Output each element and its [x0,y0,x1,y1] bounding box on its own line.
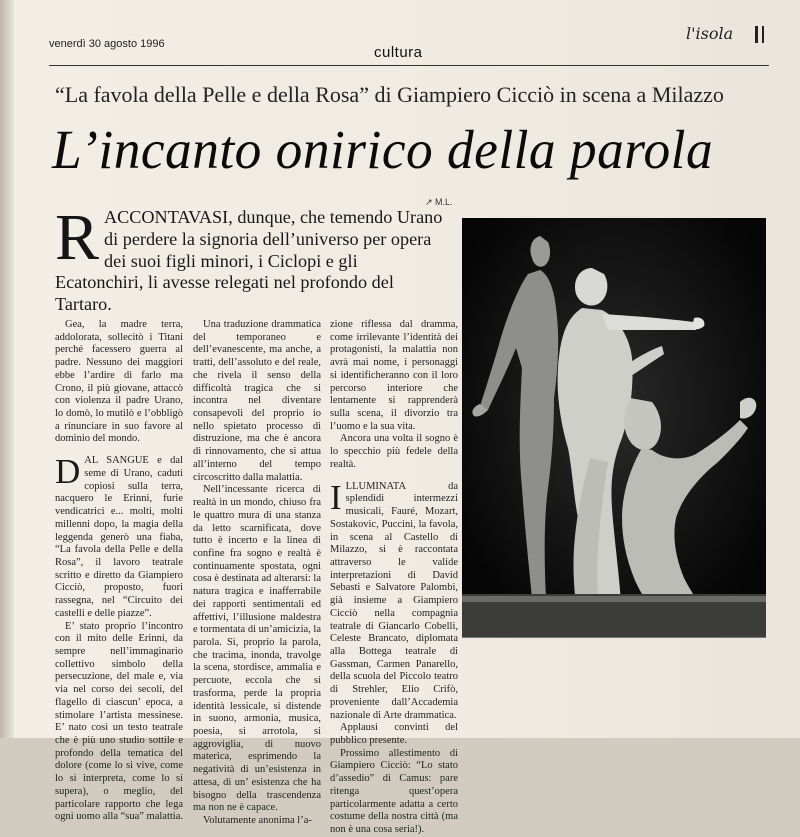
paragraph: zione riflessa dal dramma, come irrilevante l’identità dei protagonisti, la malattia non avrà mai nome, i personaggi si identificheranno con il loro percorso interiore che lentamente si rapprenderà sulla scena, il divorzio tra l’uomo e la sua vita. [330,319,458,432]
article-kicker: “La favola della Pelle e della Rosa” di Giampiero Cicciò in scena a Milazzo [55,82,724,107]
section-title: cultura [374,44,423,61]
article-headline: L’incanto onirico della parola [52,119,714,180]
column-1 [55,319,183,824]
lead-text: ACCONTAVASI, dunque, che temendo Urano di perdere la signoria dell’universo per opera dei suoi figli minori, i Ciclopi e gli Ecatonchiri, li avesse relegati nel profondo del Tartaro. [55,207,443,315]
issue-date: venerdì 30 agosto 1996 [49,38,165,50]
stage-photo-figures [462,218,766,638]
lead-dropcap: R [55,201,100,274]
paragraph-text: AL SANGUE e dal seme di Urano, caduti copiosi sulla terra, nacquero le Erinni, furie vendicatrici e... molti, molti millenni dopo, la magia della leggenda generò una fiaba, “La favola della Pelle e della Rosa”, il lavoro teatrale scritto e diretto da Giampiero Cicciò, proposto, fuori rassegna, nel “Circuito dei castelli e delle piazze”. [55,455,183,619]
paragraph: Ancora una volta il sogno è lo specchio più fedele della realtà. [330,433,458,470]
byline-author: M.L. [435,197,453,207]
newspaper-logo: l'isola [686,24,734,43]
logo-mark-icon [755,26,764,43]
paragraph: Nell’incessante ricerca di realtà in un mondo, chiuso fra le quattro mura di una stanza da letto scarnificata, dove tutto è incerto e la linea di confine fra sogno e realtà è continuamente spostata, ogni cosa è destinata ad alterarsi: la natura tragica e inafferrabile dei rapporti sentimentali ed affettivi, l’illusione maldestra e tormentata di un’amicizia, la parola. Sì, proprio la parola, che tracima, inonda, travolge la scena, stordisce, ammalia e percuote, eccola che si trasforma, perde la propria identità lessicale, si distende in suono, armonia, musica, poesia, si arrotola, si aggroviglia, di nuovo materica, esprimendo la negatività di un’esistenza in attesa, di un’ esistenza che ha bisogno della trascendenza ma non ne è capace. [193,484,321,814]
column-3 [330,319,458,837]
photo-rule [462,637,766,638]
byline-arrow-icon: ↗ [425,197,436,207]
stage-photo [462,218,766,638]
paragraph: Applausi convinti del pubblico presente. [330,722,458,746]
paragraph [330,477,458,723]
dropcap: D [55,452,81,492]
dropcap: I [330,477,342,517]
paragraph-text: LLUMINATA da splendidi intermezzi musicali, Fauré, Mozart, Sostakovic, Puccini, la favola, in scena al Castello di Milazzo, si è raccontata attraverso le valide interpretazioni di David Sebasti e Salvatore Palombi, già insieme a Giampiero Cicciò nella compagnia teatrale di Giancarlo Cobelli, Celeste Brancato, diplomata alla Bottega teatrale di Gassman, Carmen Panarello, della scuola del Piccolo teatro di Strehler, Elio Crifò, proveniente dall’Accademia nazionale di Arte drammatica. [330,480,458,721]
paragraph: Volutamente anonima l’a- [203,815,312,827]
header-rule [49,65,769,66]
paragraph [55,452,183,620]
article-lead [55,201,447,316]
paragraph: Una traduzione drammatica del temporaneo e dell’evanescente, ma anche, a tratti, dell’assoluto e del reale, che rivela il senso della difficoltà tragica che si incontra nel diventare consapevoli del proprio io nello spietato processo di distruzione, ma che è ancora di rinnovamento, che si attua all’interno del tempo circoscritto dalla malattia. [193,319,321,483]
paragraph: Gea, la madre terra, addolorata, sollecitò i Titani perché facessero guerra al padre. Nessuno dei maggiori ebbe l’ardire di farlo ma Crono, il più giovane, attaccò con violenza il padre Urano, lo domò, lo mutilò e l’obbligò a rinunciare in suo favore al dominio del mondo. [55,319,183,445]
paragraph: Prossimo allestimento di Giampiero Cicciò: “Lo stato d’assedio” di Camus: pare ritenga quest’opera particolarmente adatta a certo costume della nostra città (ma non è una cosa seria!). [330,747,458,836]
page-edge-shadow [0,0,14,738]
column-2 [193,319,321,828]
paragraph: E’ stato proprio l’incontro con il mito delle Erinni, da sempre nell’immaginario collettivo simbolo della persecuzione, del male e, via via nel corso dei secoli, del flagello di ciascun’ epoca, a stimolare l’artista messinese. E’ nato così un testo teatrale che è più uno studio sottile e profondo della tematica del dolore (come lo si vive, come lo si interpreta, come lo si supera), o meglio, del particolare rapporto che lega ogni uomo alla “sua” malattia. [55,620,183,823]
